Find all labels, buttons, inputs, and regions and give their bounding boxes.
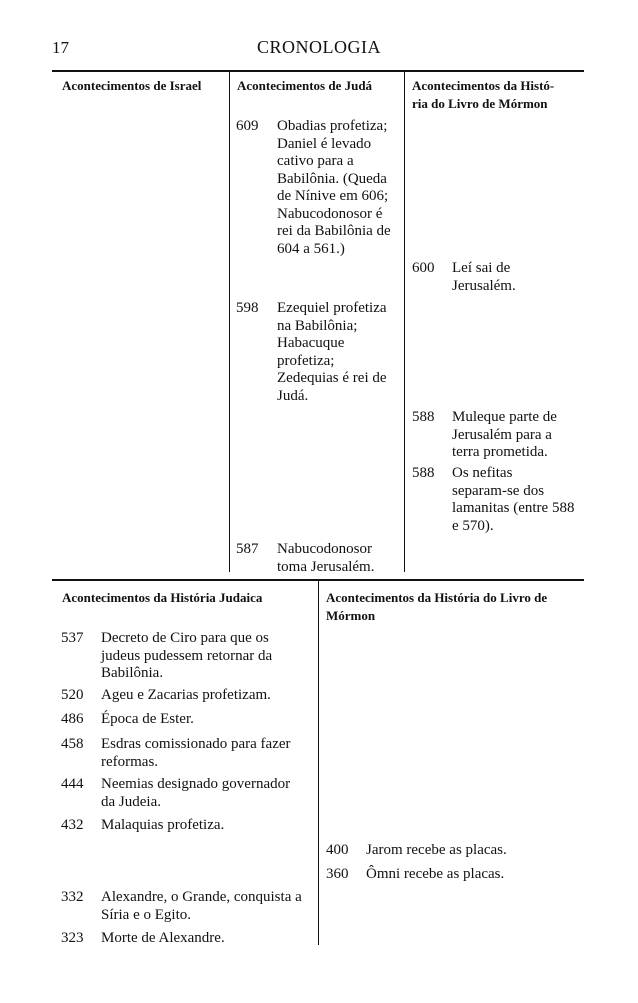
entry-year: 400 <box>326 842 349 858</box>
entry-year: 323 <box>61 930 84 946</box>
entry-year: 600 <box>412 260 435 276</box>
entry-line: Jerusalém. <box>452 277 516 294</box>
entry-line: Os nefitas <box>452 465 513 481</box>
entry-text <box>452 260 587 295</box>
entry-text <box>452 465 587 535</box>
entry-line: Judá. <box>277 387 309 404</box>
entry-line: Habacuque <box>277 335 345 351</box>
entry-year: 588 <box>412 465 435 481</box>
entry-line: Época de Ester. <box>101 711 194 727</box>
header-mormon-2-line1: Acontecimentos da História do Livro de <box>326 590 548 605</box>
entry-text <box>101 930 316 948</box>
header-mormon-2-line2: Mórmon <box>326 608 376 623</box>
entry-year: 537 <box>61 630 84 646</box>
entry-year: 587 <box>236 541 259 557</box>
entry-line: Neemias designado governador <box>101 776 291 792</box>
entry-line: cativo para a <box>277 153 354 169</box>
entry-line: toma Jerusalém. <box>277 558 375 575</box>
entry-line: e 570). <box>452 517 494 534</box>
entry-line: rei da Babilônia de <box>277 223 391 239</box>
entry-year: 360 <box>326 866 349 882</box>
entry-text <box>101 889 316 924</box>
entry-line: Decreto de Ciro para que os <box>101 630 269 646</box>
header-israel: Acontecimentos de Israel <box>62 78 202 93</box>
entry-text <box>101 687 316 705</box>
entry-year: 520 <box>61 687 84 703</box>
table1-divider-1 <box>229 72 230 572</box>
page-number: 17 <box>52 38 69 57</box>
header-judaica: Acontecimentos da História Judaica <box>62 590 263 605</box>
entry-year: 588 <box>412 409 435 425</box>
entry-line: Esdras comissionado para fazer <box>101 736 291 752</box>
entry-year: 486 <box>61 711 84 727</box>
entry-line: Síria e o Egito. <box>101 906 191 923</box>
entry-line: Jerusalém para a <box>452 426 552 443</box>
entry-text <box>452 409 587 462</box>
entry-line: 604 a 561.) <box>277 240 345 257</box>
entry-line: profetiza; <box>277 352 335 369</box>
entry-line: Obadias profetiza; <box>277 118 388 134</box>
header-mormon-line2: ria do Livro de Mórmon <box>412 96 548 111</box>
entry-line: Malaquias profetiza. <box>101 817 225 833</box>
entry-line: Leí sai de <box>452 260 511 276</box>
header-mormon <box>412 77 554 113</box>
entry-text <box>366 866 581 884</box>
entry-text <box>101 817 316 835</box>
entry-year: 432 <box>61 817 84 833</box>
entry-line: Ezequiel profetiza <box>277 300 387 316</box>
entry-year: 444 <box>61 776 84 792</box>
entry-line: terra prometida. <box>452 444 548 460</box>
entry-year: 598 <box>236 300 259 316</box>
entry-line: Daniel é levado <box>277 135 372 152</box>
entry-line: Nabucodonosor <box>277 541 372 557</box>
entry-line: Ageu e Zacarias profetizam. <box>101 687 271 703</box>
entry-line: separam-se dos <box>452 482 545 499</box>
entry-text <box>101 776 316 811</box>
entry-line: de Nínive em 606; <box>277 188 389 204</box>
entry-line: reformas. <box>101 753 159 770</box>
entry-line: na Babilônia; <box>277 317 358 334</box>
entry-text <box>101 736 316 771</box>
entry-line: judeus pudessem retornar da <box>101 647 273 664</box>
table1-top-rule <box>52 70 584 72</box>
entry-year: 332 <box>61 889 84 905</box>
entry-year: 458 <box>61 736 84 752</box>
entry-text <box>277 118 405 258</box>
entry-line: Morte de Alexandre. <box>101 930 225 946</box>
entry-text <box>366 842 581 860</box>
header-mormon-line1: Acontecimentos da Histó- <box>412 78 555 93</box>
entry-year: 609 <box>236 118 259 134</box>
entry-line: lamanitas (entre 588 <box>452 500 575 516</box>
entry-line: Nabucodonosor é <box>277 205 383 222</box>
entry-line: Alexandre, o Grande, conquista a <box>101 889 302 905</box>
entry-line: Jarom recebe as placas. <box>366 842 507 858</box>
entry-line: da Judeia. <box>101 793 161 810</box>
entry-line: Zedequias é rei de <box>277 370 387 386</box>
entry-text <box>277 541 405 576</box>
entry-line: Muleque parte de <box>452 409 557 425</box>
entry-text <box>277 300 405 405</box>
table2-divider <box>318 581 319 945</box>
entry-text <box>101 711 316 729</box>
entry-text <box>101 630 316 683</box>
entry-line: Babilônia. (Queda <box>277 170 387 187</box>
header-mormon-2 <box>326 589 547 625</box>
entry-line: Ômni recebe as placas. <box>366 866 505 882</box>
running-head: CRONOLOGIA <box>257 37 381 57</box>
header-juda: Acontecimentos de Judá <box>237 78 373 93</box>
entry-line: Babilônia. <box>101 665 164 681</box>
